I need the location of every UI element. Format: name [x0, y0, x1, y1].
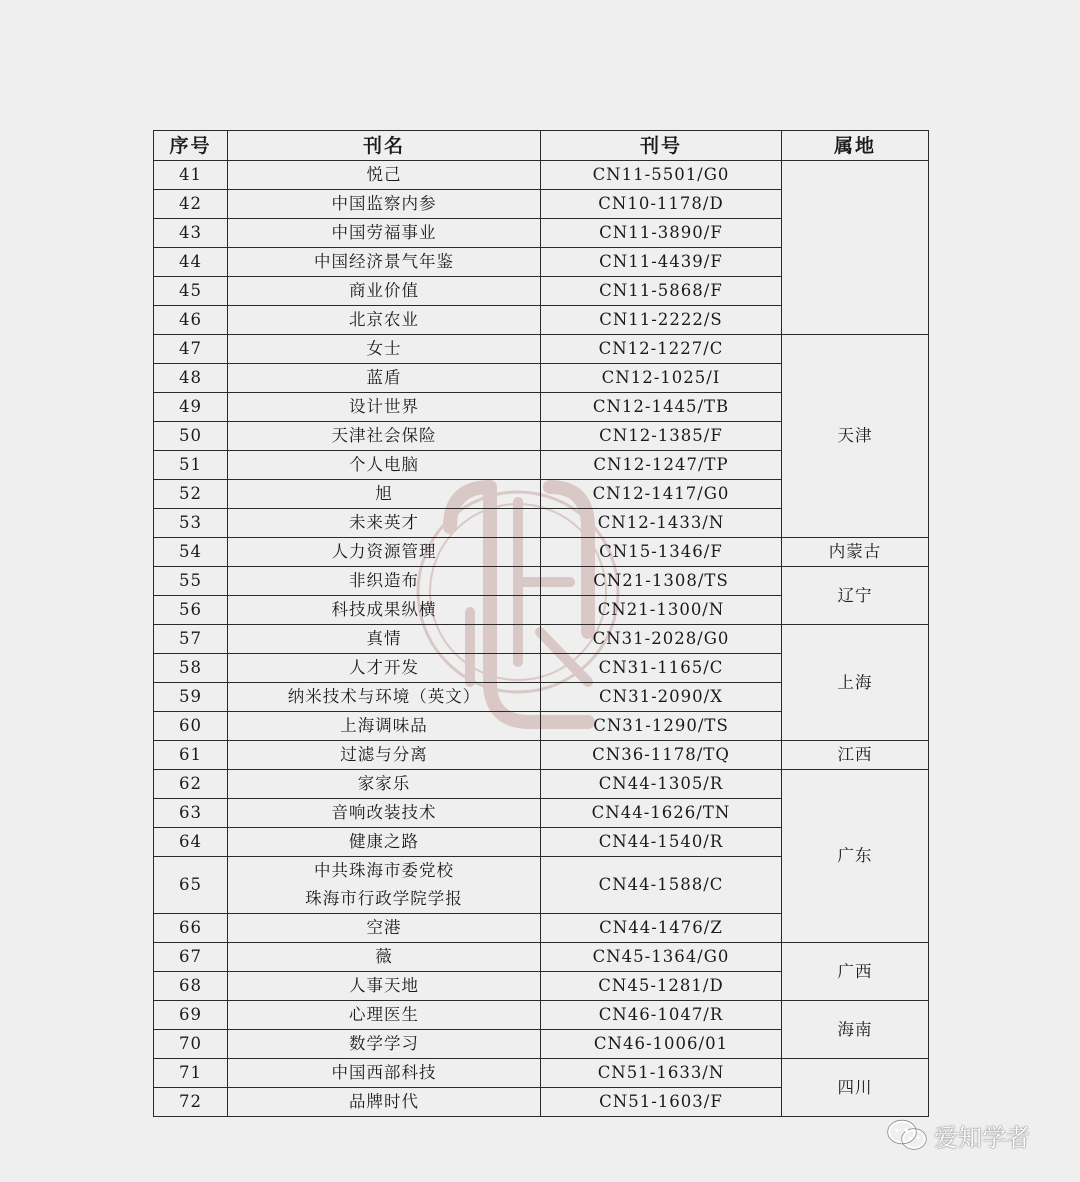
journal-name-text: 中国劳福事业 [331, 223, 437, 242]
table-body [154, 161, 929, 1117]
journal-code-cell: CN36-1178/TQ [541, 741, 782, 770]
serial-number-cell: 56 [154, 596, 228, 625]
serial-number-cell: 63 [154, 799, 228, 828]
journal-name-text: 中国西部科技 [331, 1063, 437, 1082]
journal-name-cell [228, 1088, 541, 1117]
journal-name-cell [228, 509, 541, 538]
journal-name-cell [228, 422, 541, 451]
journal-code-cell: CN11-5501/G0 [541, 161, 782, 190]
journal-name-cell [228, 654, 541, 683]
journal-name-text: 纳米技术与环境（英文） [287, 687, 481, 706]
journal-code-cell: CN21-1300/N [541, 596, 782, 625]
serial-number-cell: 64 [154, 828, 228, 857]
table-row [154, 625, 929, 654]
serial-number-cell: 71 [154, 1059, 228, 1088]
journal-name-text: 真情 [366, 629, 402, 648]
journal-name-cell [228, 248, 541, 277]
journal-name-cell [228, 741, 541, 770]
table-row [154, 1001, 929, 1030]
serial-number-cell: 53 [154, 509, 228, 538]
journal-code-cell: CN31-2090/X [541, 683, 782, 712]
journal-name-text: 商业价值 [349, 281, 419, 300]
journal-name-cell [228, 972, 541, 1001]
journal-code-cell: CN12-1247/TP [541, 451, 782, 480]
serial-number-cell: 42 [154, 190, 228, 219]
journal-name-text: 健康之路 [349, 832, 419, 851]
journal-code-cell: CN12-1445/TB [541, 393, 782, 422]
journal-name-text: 蓝盾 [366, 368, 402, 387]
journal-code-cell: CN51-1603/F [541, 1088, 782, 1117]
journal-code-cell: CN10-1178/D [541, 190, 782, 219]
journal-name-text: 人才开发 [349, 658, 419, 677]
journal-name-cell [228, 1030, 541, 1059]
journal-name-text: 设计世界 [349, 397, 419, 416]
serial-number-cell: 66 [154, 914, 228, 943]
journal-name-cell [228, 364, 541, 393]
serial-number-cell: 67 [154, 943, 228, 972]
journal-code-cell: CN46-1047/R [541, 1001, 782, 1030]
journal-name-cell [228, 335, 541, 364]
table-row [154, 567, 929, 596]
journal-name-cell [228, 219, 541, 248]
journal-name-cell [228, 1059, 541, 1088]
journal-code-cell: CN31-1165/C [541, 654, 782, 683]
serial-number-cell: 44 [154, 248, 228, 277]
journal-code-cell: CN44-1540/R [541, 828, 782, 857]
serial-number-cell: 55 [154, 567, 228, 596]
journal-name-text: 空港 [366, 918, 402, 937]
header-serial-number: 序号 [154, 131, 228, 161]
journal-code-cell: CN12-1227/C [541, 335, 782, 364]
region-cell: 四川 [782, 1059, 929, 1117]
journal-name-text: 中共珠海市委党校 [314, 861, 454, 880]
table-header-row [154, 131, 929, 161]
table-row [154, 161, 929, 190]
header-journal-name: 刊名 [228, 131, 541, 161]
region-cell: 广西 [782, 943, 929, 1001]
journal-name-text: 过滤与分离 [340, 745, 428, 764]
region-cell [782, 161, 929, 335]
journal-name-cell [228, 567, 541, 596]
journal-name-text: 科技成果纵横 [331, 600, 437, 619]
journal-code-cell: CN11-4439/F [541, 248, 782, 277]
region-cell: 天津 [782, 335, 929, 538]
journal-name-text: 品牌时代 [349, 1092, 419, 1111]
serial-number-cell: 69 [154, 1001, 228, 1030]
journal-code-cell: CN44-1305/R [541, 770, 782, 799]
journal-name-text: 北京农业 [349, 310, 419, 329]
journal-code-cell: CN46-1006/01 [541, 1030, 782, 1059]
journal-name-text: 家家乐 [357, 774, 411, 793]
table-row [154, 1059, 929, 1088]
journal-name-cell [228, 799, 541, 828]
table-row [154, 943, 929, 972]
journal-name-text: 天津社会保险 [331, 426, 437, 445]
serial-number-cell: 61 [154, 741, 228, 770]
journal-code-cell: CN45-1281/D [541, 972, 782, 1001]
journal-name-text: 心理医生 [349, 1005, 419, 1024]
journal-code-cell: CN12-1385/F [541, 422, 782, 451]
journal-code-cell: CN51-1633/N [541, 1059, 782, 1088]
footer-brand-text: 爱知学者 [934, 1123, 1030, 1152]
header-region: 属地 [782, 131, 929, 161]
journal-name-text: 旭 [375, 484, 393, 503]
serial-number-cell: 68 [154, 972, 228, 1001]
journal-code-cell: CN44-1588/C [541, 857, 782, 914]
journal-name-text: 中国监察内参 [331, 194, 437, 213]
journal-name-cell [228, 480, 541, 509]
journal-name-cell [228, 712, 541, 741]
region-cell: 广东 [782, 770, 929, 943]
journal-code-cell: CN12-1417/G0 [541, 480, 782, 509]
serial-number-cell: 62 [154, 770, 228, 799]
serial-number-cell: 58 [154, 654, 228, 683]
journal-code-cell: CN11-5868/F [541, 277, 782, 306]
journal-code-cell: CN21-1308/TS [541, 567, 782, 596]
journal-name-cell [228, 277, 541, 306]
journal-code-cell: CN45-1364/G0 [541, 943, 782, 972]
journal-code-cell: CN11-2222/S [541, 306, 782, 335]
region-cell: 江西 [782, 741, 929, 770]
wechat-icon [886, 1119, 928, 1151]
journal-name-cell [228, 393, 541, 422]
journal-code-cell: CN44-1476/Z [541, 914, 782, 943]
table-row [154, 335, 929, 364]
journal-name-cell [228, 857, 541, 914]
journal-name-text: 女士 [366, 339, 402, 358]
serial-number-cell: 50 [154, 422, 228, 451]
journal-name-text: 薇 [375, 947, 393, 966]
journal-name-cell [228, 770, 541, 799]
journal-name-text: 中国经济景气年鉴 [314, 252, 454, 271]
journal-name-cell [228, 161, 541, 190]
journal-name-cell [228, 943, 541, 972]
journal-list-table [153, 130, 929, 1117]
serial-number-cell: 46 [154, 306, 228, 335]
journal-name-text: 数学学习 [349, 1034, 419, 1053]
journal-name-cell [228, 451, 541, 480]
journal-name-text: 珠海市行政学院学报 [305, 889, 463, 908]
journal-name-text: 音响改装技术 [331, 803, 437, 822]
journal-name-cell [228, 190, 541, 219]
journal-name-cell [228, 596, 541, 625]
journal-name-text: 未来英才 [349, 513, 419, 532]
journal-name-text: 个人电脑 [349, 455, 419, 474]
journal-name-cell [228, 683, 541, 712]
serial-number-cell: 45 [154, 277, 228, 306]
footer-watermark [886, 1118, 1030, 1152]
journal-code-cell: CN15-1346/F [541, 538, 782, 567]
journal-name-text: 非织造布 [349, 571, 419, 590]
journal-name-cell [228, 1001, 541, 1030]
journal-name-text: 悦己 [366, 165, 402, 184]
journal-code-cell: CN11-3890/F [541, 219, 782, 248]
journal-name-cell [228, 538, 541, 567]
journal-code-cell: CN44-1626/TN [541, 799, 782, 828]
serial-number-cell: 47 [154, 335, 228, 364]
journal-name-cell [228, 828, 541, 857]
journal-code-cell: CN31-2028/G0 [541, 625, 782, 654]
serial-number-cell: 52 [154, 480, 228, 509]
serial-number-cell: 72 [154, 1088, 228, 1117]
journal-code-cell: CN31-1290/TS [541, 712, 782, 741]
serial-number-cell: 59 [154, 683, 228, 712]
serial-number-cell: 43 [154, 219, 228, 248]
table-row [154, 538, 929, 567]
table-row [154, 741, 929, 770]
journal-name-text: 人力资源管理 [331, 542, 437, 561]
serial-number-cell: 57 [154, 625, 228, 654]
region-cell: 上海 [782, 625, 929, 741]
serial-number-cell: 70 [154, 1030, 228, 1059]
journal-code-cell: CN12-1433/N [541, 509, 782, 538]
table-row [154, 770, 929, 799]
serial-number-cell: 49 [154, 393, 228, 422]
serial-number-cell: 65 [154, 857, 228, 914]
region-cell: 海南 [782, 1001, 929, 1059]
journal-code-cell: CN12-1025/I [541, 364, 782, 393]
journal-name-cell [228, 306, 541, 335]
serial-number-cell: 54 [154, 538, 228, 567]
header-journal-code: 刊号 [541, 131, 782, 161]
journal-name-cell [228, 625, 541, 654]
journal-name-text: 上海调味品 [340, 716, 428, 735]
serial-number-cell: 48 [154, 364, 228, 393]
serial-number-cell: 51 [154, 451, 228, 480]
region-cell: 辽宁 [782, 567, 929, 625]
serial-number-cell: 60 [154, 712, 228, 741]
serial-number-cell: 41 [154, 161, 228, 190]
journal-name-cell [228, 914, 541, 943]
region-cell: 内蒙古 [782, 538, 929, 567]
journal-name-text: 人事天地 [349, 976, 419, 995]
